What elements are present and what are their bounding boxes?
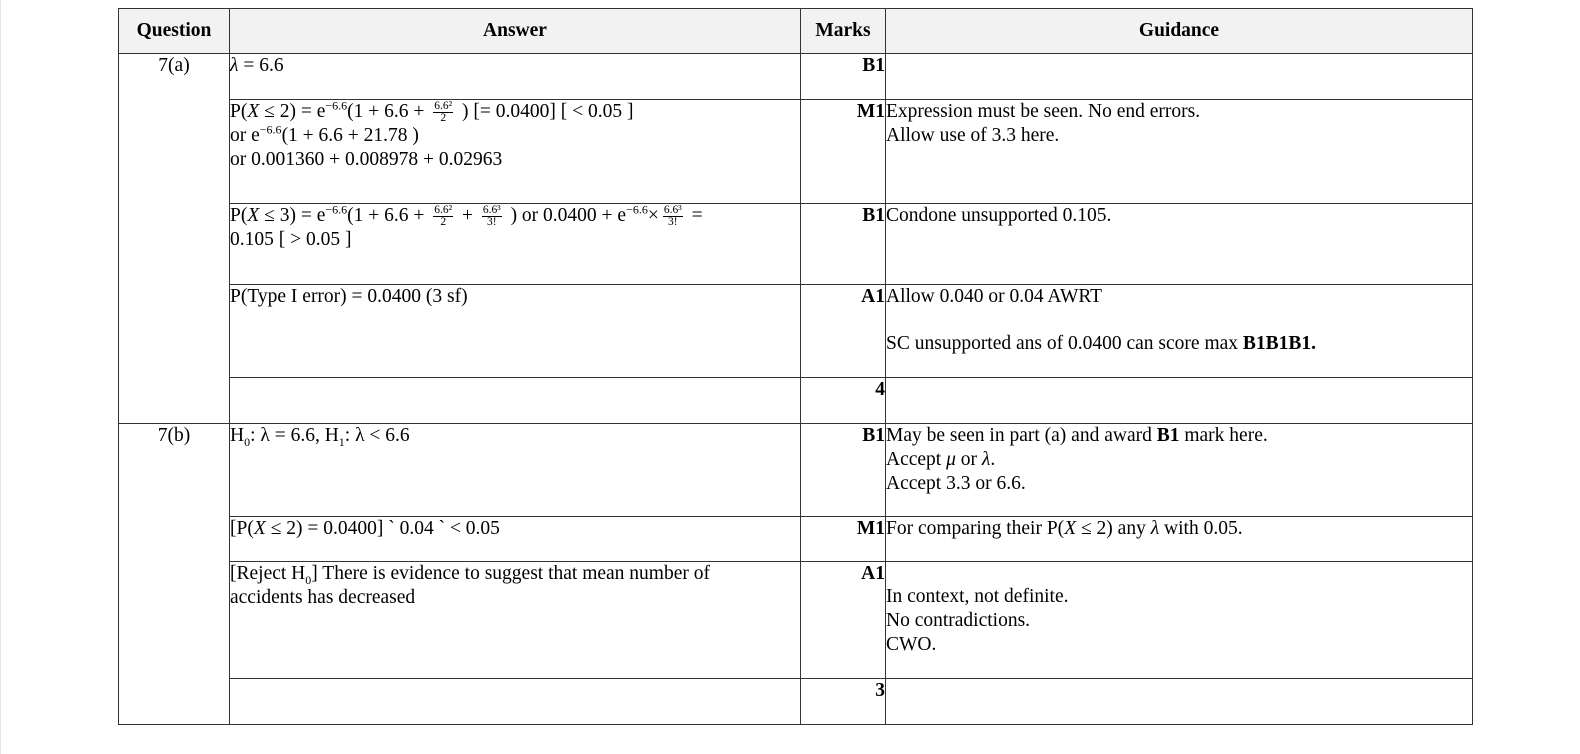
guidance-cell xyxy=(886,679,1473,725)
fraction: $\frac{\text{6.6²}}{2}$ xyxy=(434,100,453,125)
table-row xyxy=(119,424,1473,517)
guidance-cell xyxy=(886,378,1473,424)
mark-scheme-table xyxy=(118,8,1473,725)
guidance-line: In context, not definite. xyxy=(886,586,1069,607)
mark-cell: B1 xyxy=(801,204,886,285)
question-label-7b: 7(b) xyxy=(119,424,230,725)
answer-line: 0.105 [ > 0.05 ] xyxy=(230,229,352,251)
mark-cell: B1 xyxy=(801,54,886,100)
guidance-cell xyxy=(886,54,1473,100)
fraction: $\frac{\text{6.6³}}{3!}$ xyxy=(663,204,682,229)
table-row xyxy=(119,517,1473,562)
table-row xyxy=(119,204,1473,285)
total-marks-7b: 3 xyxy=(801,679,886,725)
lambda-symbol: λ xyxy=(230,55,239,76)
guidance-cell xyxy=(886,204,1473,285)
table-row xyxy=(119,285,1473,378)
answer-line: or 0.001360 + 0.008978 + 0.02963 xyxy=(230,149,503,171)
answer-cell: $H_0$: λ = 6.6, $H_1$: λ < 6.6 xyxy=(230,424,801,517)
answer-cell xyxy=(230,679,801,725)
guidance-line: No contradictions. xyxy=(886,610,1031,631)
answer-cell xyxy=(230,54,801,100)
table-row xyxy=(119,54,1473,100)
guidance-cell xyxy=(886,562,1473,679)
question-label-7a: 7(a) xyxy=(119,54,230,424)
header-answer: Answer xyxy=(230,9,801,54)
guidance-line: Allow use of 3.3 here. xyxy=(886,125,1060,146)
header-marks: Marks xyxy=(801,9,886,54)
table-row xyxy=(119,100,1473,204)
guidance-cell: For comparing their P(X ≤ 2) any λ with 0.05. xyxy=(886,517,1473,562)
answer-line: or $e^{-6.6}(1 + 6.6 + 21.78$ ) xyxy=(230,122,419,147)
guidance-cell xyxy=(886,424,1473,517)
mark-cell: B1 xyxy=(801,424,886,517)
guidance-line: CWO. xyxy=(886,634,937,655)
guidance-line: May be seen in part (a) and award B1 mark here. xyxy=(886,425,1268,446)
mark-cell: A1 xyxy=(801,562,886,679)
guidance-cell xyxy=(886,100,1473,204)
answer-text: = 6.6 xyxy=(238,55,284,76)
guidance-line: Accept μ or λ. xyxy=(886,449,996,470)
answer-line: [Reject $H_0$] There is evidence to suggest that mean number of xyxy=(230,563,710,587)
guidance-line: Expression must be seen. No end errors. xyxy=(886,101,1201,122)
guidance-cell xyxy=(886,285,1473,378)
answer-cell xyxy=(230,100,801,204)
fraction: $\frac{\text{6.6³}}{3!}$ xyxy=(482,204,501,229)
guidance-line: Accept 3.3 or 6.6. xyxy=(886,473,1026,494)
guidance-line: Condone unsupported 0.105. xyxy=(886,205,1112,226)
answer-cell xyxy=(230,378,801,424)
answer-cell: [P(X ≤ 2) = 0.0400] ` 0.04 ` < 0.05 xyxy=(230,517,801,562)
mark-cell: A1 xyxy=(801,285,886,378)
mark-cell: M1 xyxy=(801,100,886,204)
header-guidance: Guidance xyxy=(886,9,1473,54)
answer-line: accidents has decreased xyxy=(230,587,416,608)
guidance-line: Allow 0.040 or 0.04 AWRT xyxy=(886,286,1103,307)
header-question: Question xyxy=(119,9,230,54)
answer-line: $P(X \le 3) = e^{-6.6}(1 + 6.6$ + $\frac{\text{6.6²}}{2}$ + $\frac{\text{6.6³}}{3!}$ ) or $0.0400 + e^{-6.6}\times$ $\frac{\text{6.6³}}{3!}$ = xyxy=(230,202,703,229)
answer-cell: P(Type I error) = 0.0400 (3 sf) xyxy=(230,285,801,378)
answer-line: $P(X \le 2) = e^{-6.6}(1 + 6.6$ + $\frac{\text{6.6²}}{2}$ ) [= 0.0400] [ < 0.05 ] xyxy=(230,98,634,125)
table-row xyxy=(119,562,1473,679)
answer-cell xyxy=(230,204,801,285)
table-row xyxy=(119,679,1473,725)
header-row xyxy=(119,9,1473,54)
answer-cell xyxy=(230,562,801,679)
mark-cell: M1 xyxy=(801,517,886,562)
table-row xyxy=(119,378,1473,424)
total-marks-7a: 4 xyxy=(801,378,886,424)
fraction: $\frac{\text{6.6²}}{2}$ xyxy=(434,204,453,229)
guidance-line: SC unsupported ans of 0.0400 can score max B1B1B1. xyxy=(886,333,1317,354)
